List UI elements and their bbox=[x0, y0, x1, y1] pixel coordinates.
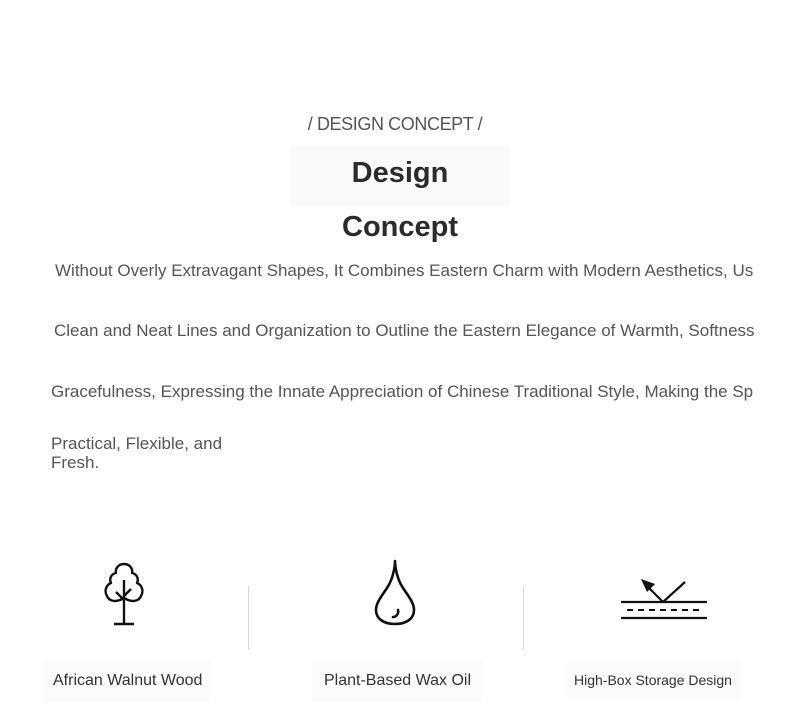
section-subtitle: / DESIGN CONCEPT / bbox=[307, 114, 483, 134]
feature-label: High-Box Storage Design bbox=[566, 662, 740, 698]
feature-label: African Walnut Wood bbox=[44, 660, 211, 702]
description-line: Clean and Neat Lines and Organization to Outline the Eastern Elegance of Warmth, Softness bbox=[54, 321, 755, 340]
storage-icon bbox=[619, 576, 709, 622]
feature-divider bbox=[248, 586, 249, 650]
description-line: Practical, Flexible, and Fresh. bbox=[51, 434, 223, 472]
section-title: Design Concept bbox=[290, 146, 510, 206]
tree-icon bbox=[100, 560, 148, 626]
oil-drop-icon bbox=[373, 558, 417, 626]
description-line: Without Overly Extravagant Shapes, It Combines Eastern Charm with Modern Aesthetics, Us bbox=[55, 261, 754, 280]
description-line: Gracefulness, Expressing the Innate Appreciation of Chinese Traditional Style, Making the Sp bbox=[51, 382, 754, 401]
feature-divider bbox=[523, 586, 524, 650]
feature-label: Plant-Based Wax Oil bbox=[312, 660, 483, 702]
